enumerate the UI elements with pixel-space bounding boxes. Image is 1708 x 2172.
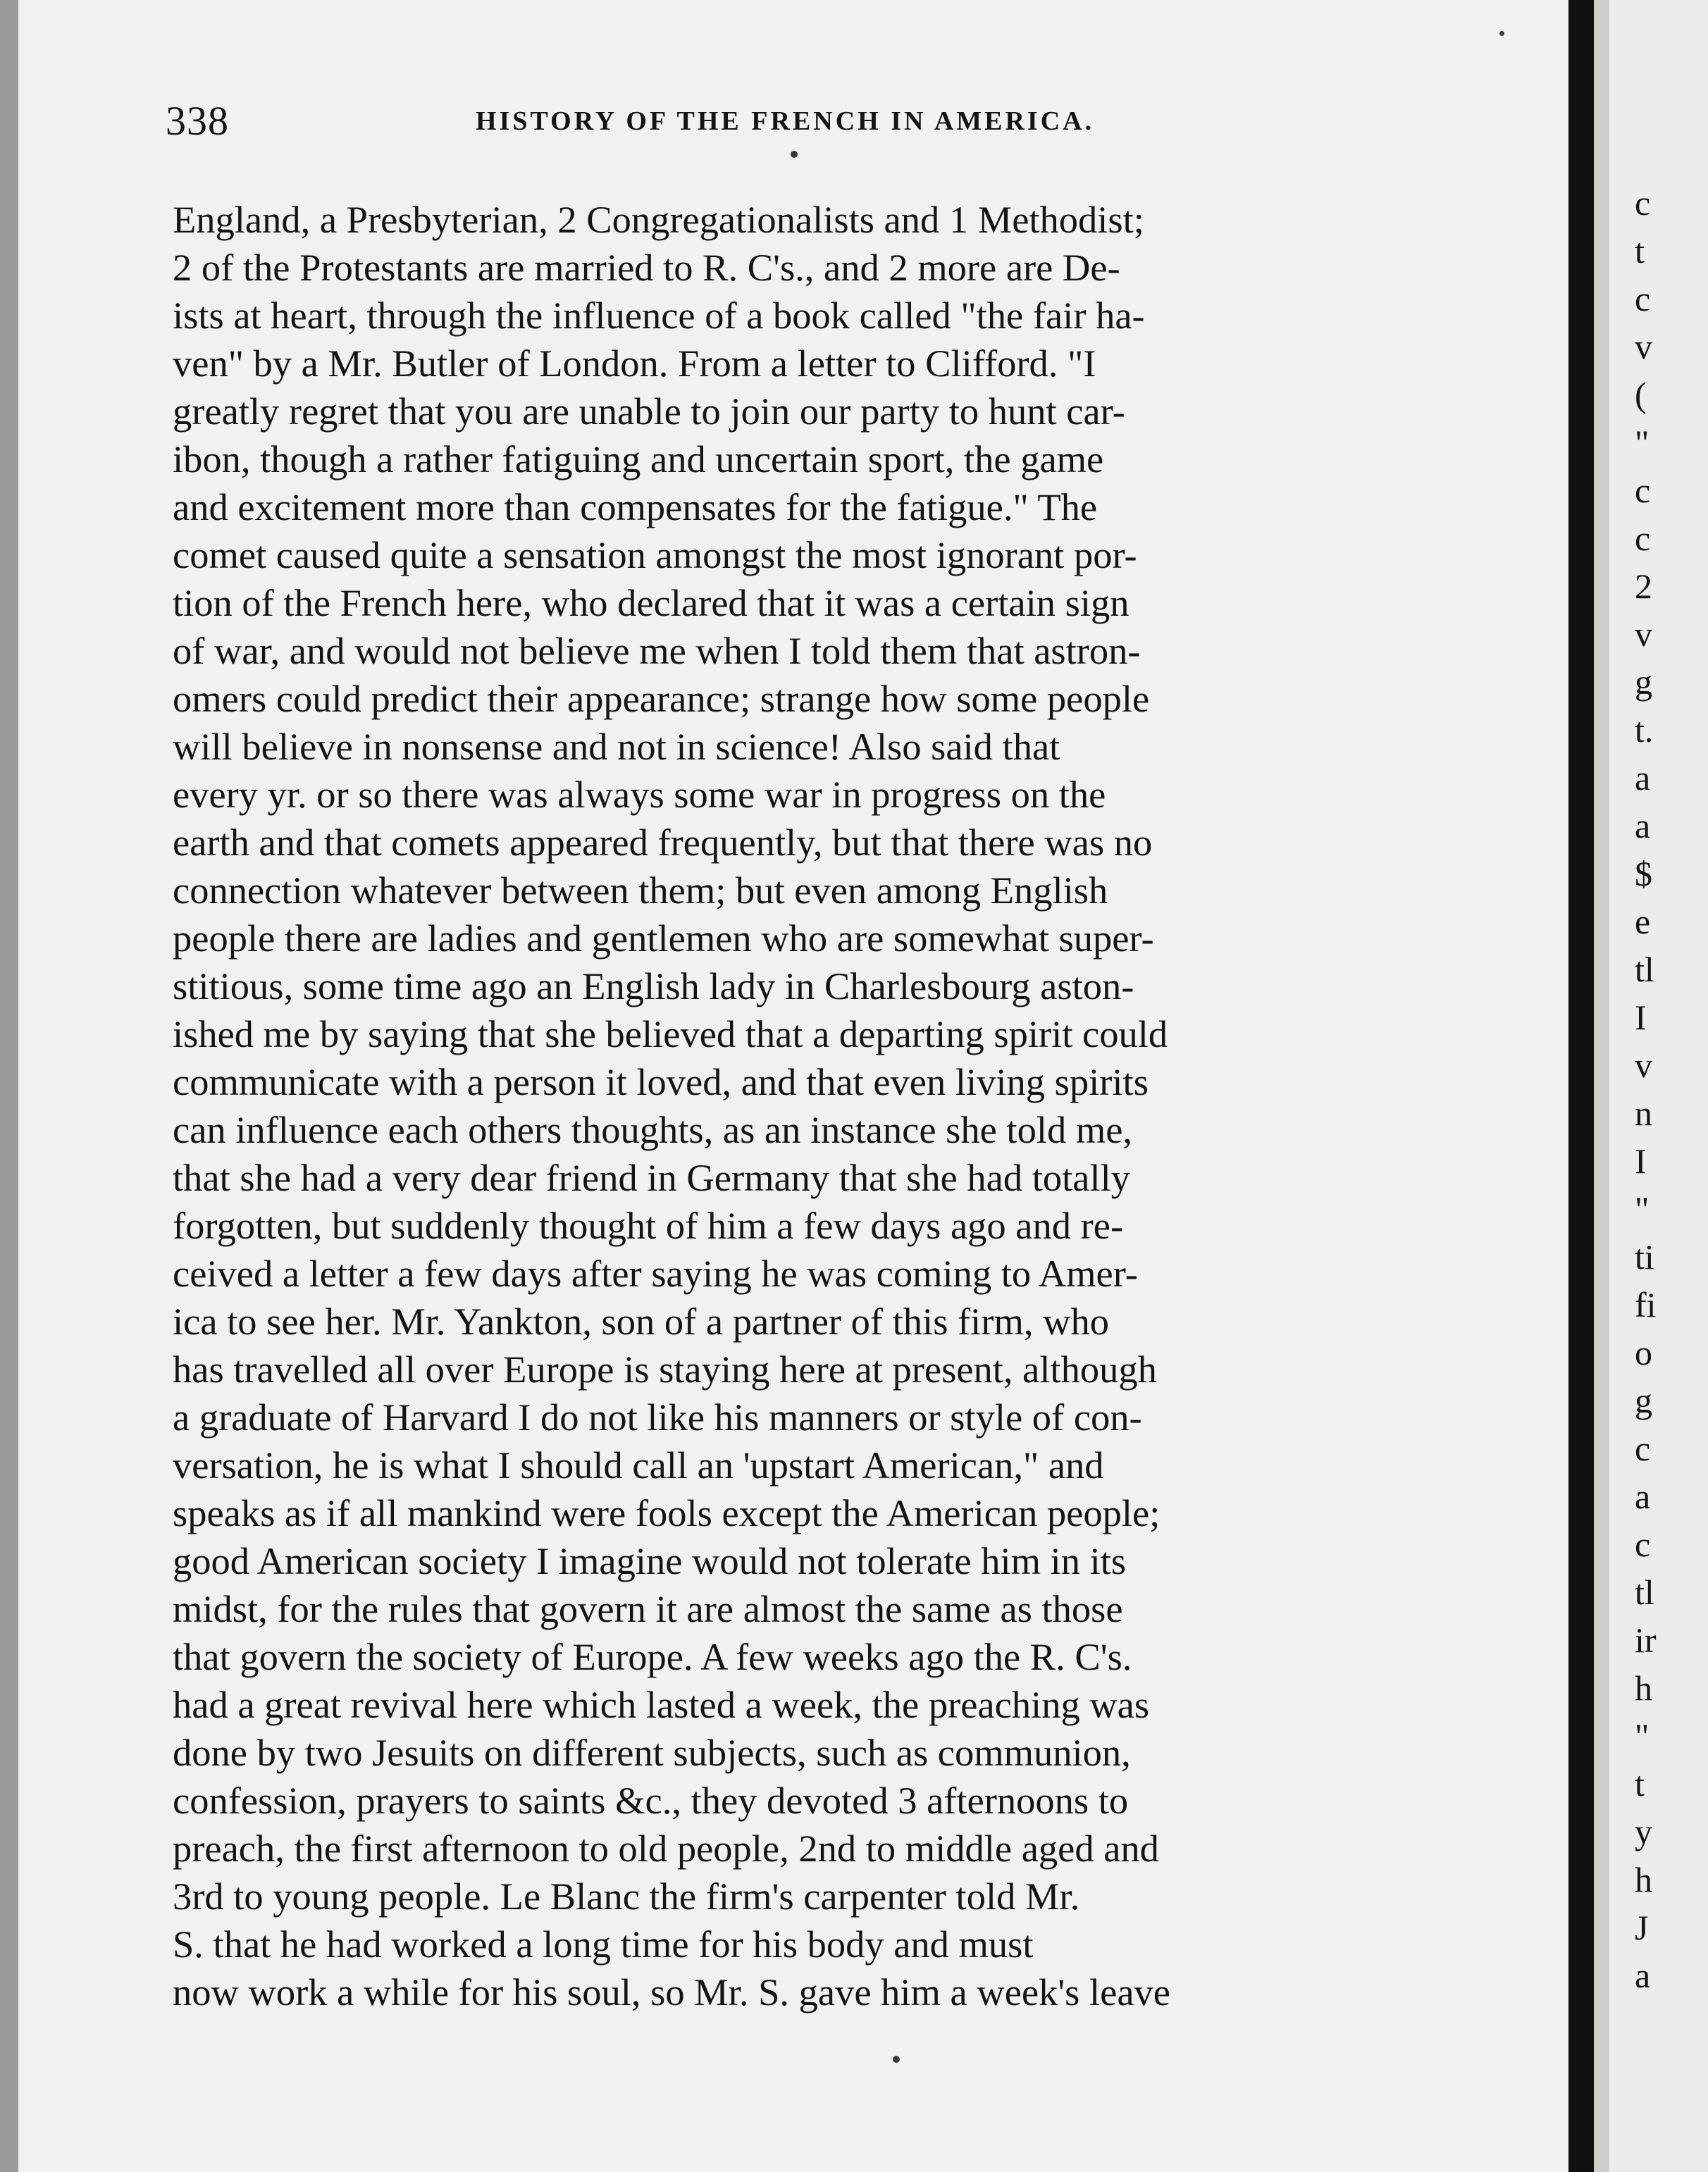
facing-page-fragment: I — [1635, 998, 1647, 1037]
text-line: of war, and would not believe me when I told them that astron- — [173, 629, 1141, 672]
text-line: S. that he had worked a long time for his body and must — [173, 1923, 1034, 1966]
facing-page-fragment: ir — [1635, 1620, 1657, 1660]
facing-page-fragment: a — [1635, 1477, 1651, 1516]
text-line: done by two Jesuits on different subjects, such as communion, — [173, 1731, 1131, 1774]
text-line: every yr. or so there was always some war in progress on the — [173, 773, 1106, 816]
text-line: earth and that comets appeared frequently, but that there was no — [173, 821, 1153, 864]
text-line: can influence each others thoughts, as an instance she told me, — [173, 1108, 1133, 1151]
text-line: now work a while for his soul, so Mr. S. gave him a week's leave — [173, 1971, 1170, 2013]
text-line: that govern the society of Europe. A few weeks ago the R. C's. — [173, 1635, 1132, 1678]
page-number: 338 — [166, 98, 229, 144]
facing-page-fragment: ( — [1635, 375, 1647, 414]
text-line: 2 of the Protestants are married to R. C's., and 2 more are De- — [173, 246, 1120, 289]
text-line: will believe in nonsense and not in science! Also said that — [173, 725, 1060, 768]
text-line: confession, prayers to saints &c., they devoted 3 afternoons to — [173, 1779, 1129, 1822]
text-line: and excitement more than compensates for the fatigue." The — [173, 485, 1098, 528]
facing-page-fragment: ti — [1635, 1237, 1654, 1277]
facing-page-fragment: g — [1635, 1381, 1652, 1420]
text-line: ished me by saying that she believed that a departing spirit could — [173, 1012, 1168, 1055]
text-line: connection whatever between them; but even among English — [173, 869, 1108, 912]
text-line: has travelled all over Europe is staying here at present, although — [173, 1348, 1157, 1391]
gutter-shadow — [1594, 0, 1609, 2172]
facing-page-strip — [1609, 179, 1708, 2011]
facing-page-fragment: t — [1635, 231, 1645, 271]
text-line: stitious, some time ago an English lady in Charlesbourg aston- — [173, 964, 1134, 1007]
facing-page-fragments — [1609, 179, 1708, 1999]
text-line: ica to see her. Mr. Yankton, son of a partner of this firm, who — [173, 1300, 1109, 1343]
printer-mark — [893, 2056, 900, 2063]
facing-page-fragment: c — [1635, 471, 1651, 510]
text-line: ists at heart, through the influence of a book called "the fair ha- — [173, 294, 1145, 337]
text-line: forgotten, but suddenly thought of him a few days ago and re- — [173, 1204, 1124, 1247]
text-line: preach, the first afternoon to old people, 2nd to middle aged and — [173, 1827, 1159, 1870]
facing-page-fragment: tl — [1635, 950, 1654, 989]
text-line: a graduate of Harvard I do not like his manners or style of con- — [173, 1396, 1142, 1439]
facing-page-fragment: t — [1635, 1764, 1645, 1804]
facing-page-fragment: c — [1635, 519, 1651, 558]
facing-page-fragment: J — [1635, 1908, 1649, 1947]
text-line: had a great revival here which lasted a week, the preaching was — [173, 1683, 1150, 1726]
text-line: England, a Presbyterian, 2 Congregationalists and 1 Methodist; — [173, 198, 1144, 241]
facing-page-fragment: 2 — [1635, 566, 1652, 606]
facing-page-fragment: c — [1635, 1429, 1651, 1468]
facing-page-fragment: " — [1635, 423, 1650, 462]
facing-page-fragment: v — [1635, 614, 1652, 654]
facing-page-fragment: a — [1635, 758, 1651, 798]
text-line: speaks as if all mankind were fools except the American people; — [173, 1491, 1161, 1534]
page-header — [166, 97, 1533, 147]
facing-page-fragment: h — [1635, 1668, 1652, 1708]
facing-page-fragment: e — [1635, 902, 1651, 941]
facing-page-fragment: t. — [1635, 710, 1654, 750]
text-line: 3rd to young people. Le Blanc the firm's carpenter told Mr. — [173, 1875, 1080, 1918]
facing-page-fragment: " — [1635, 1716, 1650, 1756]
facing-page-fragment: tl — [1635, 1572, 1654, 1612]
text-line: midst, for the rules that govern it are almost the same as those — [173, 1587, 1123, 1630]
body-text — [173, 196, 1497, 2016]
text-line: versation, he is what I should call an 'upstart American," and — [173, 1444, 1104, 1487]
facing-page-fragment: fi — [1635, 1285, 1657, 1324]
facing-page-fragment: o — [1635, 1333, 1652, 1372]
facing-page-fragment: g — [1635, 662, 1652, 702]
text-line: comet caused quite a sensation amongst the most ignorant por- — [173, 533, 1137, 576]
facing-page-fragment: a — [1635, 806, 1651, 845]
text-line: ceived a letter a few days after saying he was coming to Amer- — [173, 1252, 1138, 1295]
page-left-edge — [0, 0, 18, 2172]
facing-page-fragment: h — [1635, 1860, 1652, 1899]
facing-page-fragment: v — [1635, 1045, 1652, 1085]
running-head: HISTORY OF THE FRENCH IN AMERICA. — [476, 106, 1095, 136]
facing-page-fragment: c — [1635, 1525, 1651, 1564]
facing-page-fragment: a — [1635, 1956, 1651, 1995]
facing-page-fragment: n — [1635, 1093, 1652, 1133]
facing-page-fragment: c — [1635, 183, 1651, 223]
facing-page-fragment: $ — [1635, 854, 1652, 893]
text-line: people there are ladies and gentlemen who are somewhat super- — [173, 917, 1154, 960]
facing-page-fragment: I — [1635, 1141, 1647, 1181]
facing-page-fragment: v — [1635, 327, 1652, 366]
printer-mark — [1499, 31, 1504, 36]
text-line: ven" by a Mr. Butler of London. From a letter to Clifford. "I — [173, 342, 1096, 385]
facing-page-fragment: c — [1635, 279, 1651, 318]
printer-mark — [791, 151, 798, 158]
text-line: omers could predict their appearance; strange how some people — [173, 677, 1150, 720]
text-line: good American society I imagine would not tolerate him in its — [173, 1539, 1127, 1582]
facing-page-fragment: y — [1635, 1812, 1652, 1851]
text-line: greatly regret that you are unable to join our party to hunt car- — [173, 390, 1125, 433]
text-line: that she had a very dear friend in Germany that she had totally — [173, 1156, 1130, 1199]
facing-page-fragment: " — [1635, 1189, 1650, 1229]
text-line: tion of the French here, who declared that it was a certain sign — [173, 581, 1130, 624]
text-line: ibon, though a rather fatiguing and uncertain sport, the game — [173, 437, 1104, 480]
book-gutter — [1568, 0, 1594, 2172]
text-line: communicate with a person it loved, and that even living spirits — [173, 1060, 1149, 1103]
